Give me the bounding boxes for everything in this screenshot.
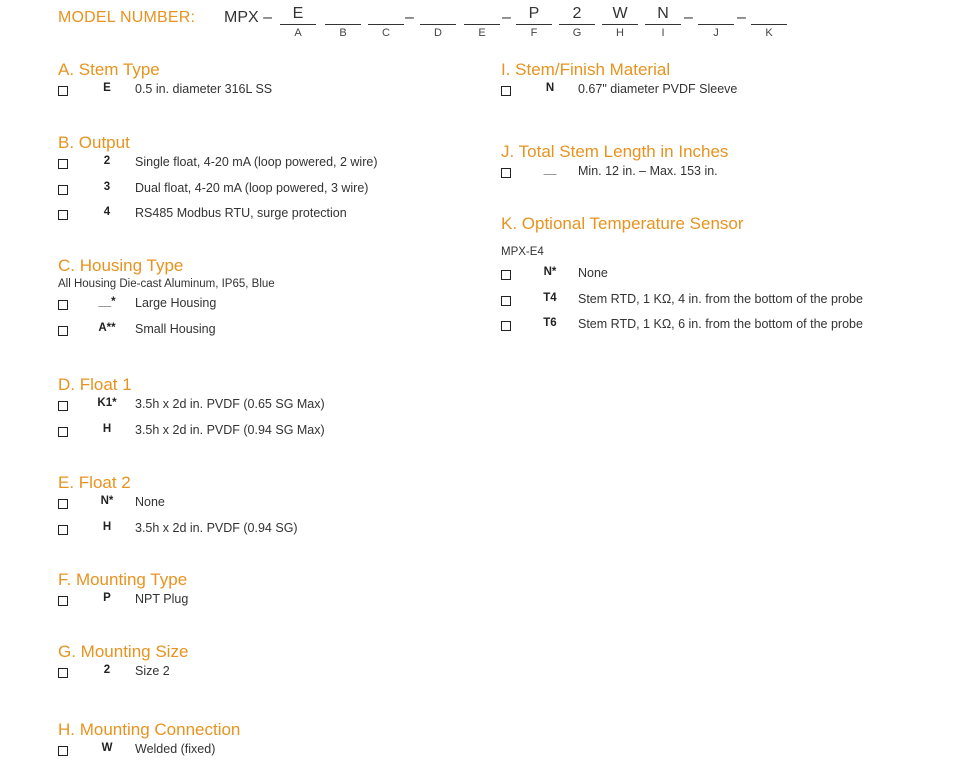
section-note: MPX-E4	[501, 246, 544, 258]
option-desc: Dual float, 4-20 mA (loop powered, 3 wire)	[135, 180, 369, 195]
option-code: A**	[98, 321, 116, 334]
checkbox[interactable]	[501, 86, 511, 96]
section-output	[58, 133, 478, 230]
section-title: H. Mounting Connection	[58, 720, 241, 739]
slot-value	[698, 5, 734, 23]
option-row[interactable]	[58, 395, 478, 421]
section-title: I. Stem/Finish Material	[501, 60, 671, 79]
slot-letter: D	[434, 27, 442, 39]
option-desc: Large Housing	[135, 296, 217, 310]
checkbox[interactable]	[501, 168, 511, 178]
option-desc: Min. 12 in. – Max. 153 in.	[578, 164, 718, 178]
slot-letter: C	[382, 27, 390, 39]
option-desc: 3.5h x 2d in. PVDF (0.94 SG)	[135, 520, 298, 535]
option-desc: None	[578, 266, 608, 280]
option-desc: Welded (fixed)	[135, 742, 216, 756]
option-code: T6	[543, 317, 557, 329]
option-row[interactable]	[58, 204, 478, 230]
section-title: K. Optional Temperature Sensor	[501, 214, 744, 233]
option-row[interactable]	[501, 162, 941, 188]
slot-letter: A	[294, 27, 302, 39]
slot-value	[325, 5, 361, 23]
checkbox[interactable]	[58, 86, 68, 96]
checkbox[interactable]	[58, 326, 68, 336]
model-number-prefix: MPX –	[224, 9, 273, 26]
section-title: E. Float 2	[58, 473, 131, 492]
checkbox[interactable]	[58, 427, 68, 437]
option-desc: 0.5 in. diameter 316L SS	[135, 82, 273, 96]
slot-value: P	[528, 5, 540, 22]
slot-value	[420, 5, 456, 23]
slot-value: E	[292, 5, 304, 22]
slot-h[interactable]	[602, 4, 638, 44]
option-desc: RS485 Modbus RTU, surge protection	[135, 206, 347, 220]
section-title: A. Stem Type	[58, 60, 160, 79]
separator-dash: –	[684, 9, 693, 26]
checkbox[interactable]	[58, 596, 68, 606]
slot-letter: B	[339, 27, 347, 39]
option-row[interactable]	[58, 179, 478, 205]
option-row[interactable]	[58, 493, 478, 519]
model-number-label: MODEL NUMBER:	[58, 9, 196, 26]
option-row[interactable]	[58, 153, 478, 179]
section-title: J. Total Stem Length in Inches	[501, 142, 729, 161]
checkbox[interactable]	[501, 270, 511, 280]
option-desc: 3.5h x 2d in. PVDF (0.65 SG Max)	[135, 397, 325, 411]
section-total-stem-length	[501, 142, 941, 188]
slot-f[interactable]	[516, 4, 552, 44]
slot-value: N	[657, 5, 669, 22]
option-code: W	[101, 742, 113, 754]
separator-dash: –	[737, 9, 746, 26]
option-desc: 3.5h x 2d in. PVDF (0.94 SG Max)	[135, 422, 325, 437]
option-row[interactable]	[501, 264, 941, 290]
model-number-bar	[58, 4, 938, 44]
option-code: __	[543, 164, 557, 176]
option-code: T4	[543, 291, 557, 304]
option-row[interactable]	[501, 80, 941, 106]
section-float-2	[58, 473, 478, 544]
option-desc: Stem RTD, 1 KΩ, 4 in. from the bottom of the probe	[578, 291, 863, 306]
section-float-1	[58, 375, 478, 446]
option-row[interactable]	[58, 590, 478, 616]
option-desc: NPT Plug	[135, 592, 189, 606]
slot-value	[368, 5, 404, 23]
checkbox[interactable]	[58, 746, 68, 756]
section-title: F. Mounting Type	[58, 570, 188, 589]
option-code: N*	[543, 266, 557, 278]
option-code: __*	[98, 296, 116, 308]
option-code: 4	[103, 206, 111, 218]
separator-dash: –	[405, 9, 414, 26]
checkbox[interactable]	[58, 525, 68, 535]
option-row[interactable]	[58, 662, 478, 688]
option-desc: 0.67" diameter PVDF Sleeve	[578, 82, 738, 96]
slot-value: 2	[572, 5, 582, 22]
section-note: All Housing Die-cast Aluminum, IP65, Blue	[58, 278, 275, 290]
option-row[interactable]	[501, 315, 941, 341]
slot-d[interactable]	[420, 4, 456, 44]
slot-a[interactable]	[280, 4, 316, 44]
section-stem-finish-material	[501, 60, 941, 106]
option-code: N	[545, 82, 555, 94]
slot-letter: K	[765, 27, 773, 39]
option-row[interactable]	[501, 290, 941, 316]
slot-value: W	[612, 5, 628, 22]
checkbox[interactable]	[58, 668, 68, 678]
checkbox[interactable]	[58, 210, 68, 220]
option-code: P	[103, 592, 111, 604]
slot-letter: E	[478, 27, 486, 39]
slot-i[interactable]	[645, 4, 681, 44]
option-row[interactable]	[58, 294, 478, 320]
slot-c[interactable]	[368, 4, 404, 44]
slot-letter: J	[713, 27, 719, 39]
section-mounting-type	[58, 570, 478, 616]
slot-letter: I	[661, 27, 665, 39]
section-temperature-sensor	[501, 214, 941, 341]
slot-letter: F	[530, 27, 538, 39]
slot-value	[464, 5, 500, 23]
slot-e[interactable]	[464, 4, 500, 44]
option-row[interactable]	[58, 740, 478, 766]
section-mounting-size	[58, 642, 478, 688]
slot-letter: G	[572, 27, 582, 39]
separator-dash: –	[502, 9, 511, 26]
section-title: C. Housing Type	[58, 256, 184, 275]
checkbox[interactable]	[58, 499, 68, 509]
slot-letter: H	[616, 27, 624, 39]
section-stem-type	[58, 60, 478, 106]
option-desc: None	[135, 495, 165, 509]
checkbox[interactable]	[58, 300, 68, 310]
option-desc: Small Housing	[135, 321, 216, 336]
section-housing-type	[58, 256, 478, 345]
slot-k[interactable]	[751, 4, 787, 44]
option-code: 2	[103, 155, 111, 167]
option-code: E	[103, 82, 111, 94]
option-code: H	[102, 422, 112, 435]
slot-j[interactable]	[698, 4, 734, 44]
checkbox[interactable]	[501, 321, 511, 331]
section-title: D. Float 1	[58, 375, 132, 394]
option-code: 3	[103, 180, 111, 193]
slot-g[interactable]	[559, 4, 595, 44]
section-title: B. Output	[58, 133, 130, 152]
slot-value	[751, 5, 787, 23]
option-desc: Single float, 4-20 mA (loop powered, 2 wire)	[135, 155, 378, 169]
option-row[interactable]	[58, 320, 478, 346]
checkbox[interactable]	[58, 185, 68, 195]
slot-b[interactable]	[325, 4, 361, 44]
option-row[interactable]	[58, 519, 478, 545]
checkbox[interactable]	[58, 401, 68, 411]
checkbox[interactable]	[501, 296, 511, 306]
option-code: K1*	[97, 397, 117, 409]
section-mounting-connection	[58, 720, 478, 766]
option-row[interactable]	[58, 421, 478, 447]
option-code: 2	[103, 664, 111, 676]
option-desc: Size 2	[135, 664, 170, 678]
option-code: H	[102, 520, 112, 533]
section-title: G. Mounting Size	[58, 642, 189, 661]
option-code: N*	[100, 495, 114, 507]
checkbox[interactable]	[58, 159, 68, 169]
option-row[interactable]	[58, 80, 478, 106]
option-desc: Stem RTD, 1 KΩ, 6 in. from the bottom of the probe	[578, 317, 863, 331]
